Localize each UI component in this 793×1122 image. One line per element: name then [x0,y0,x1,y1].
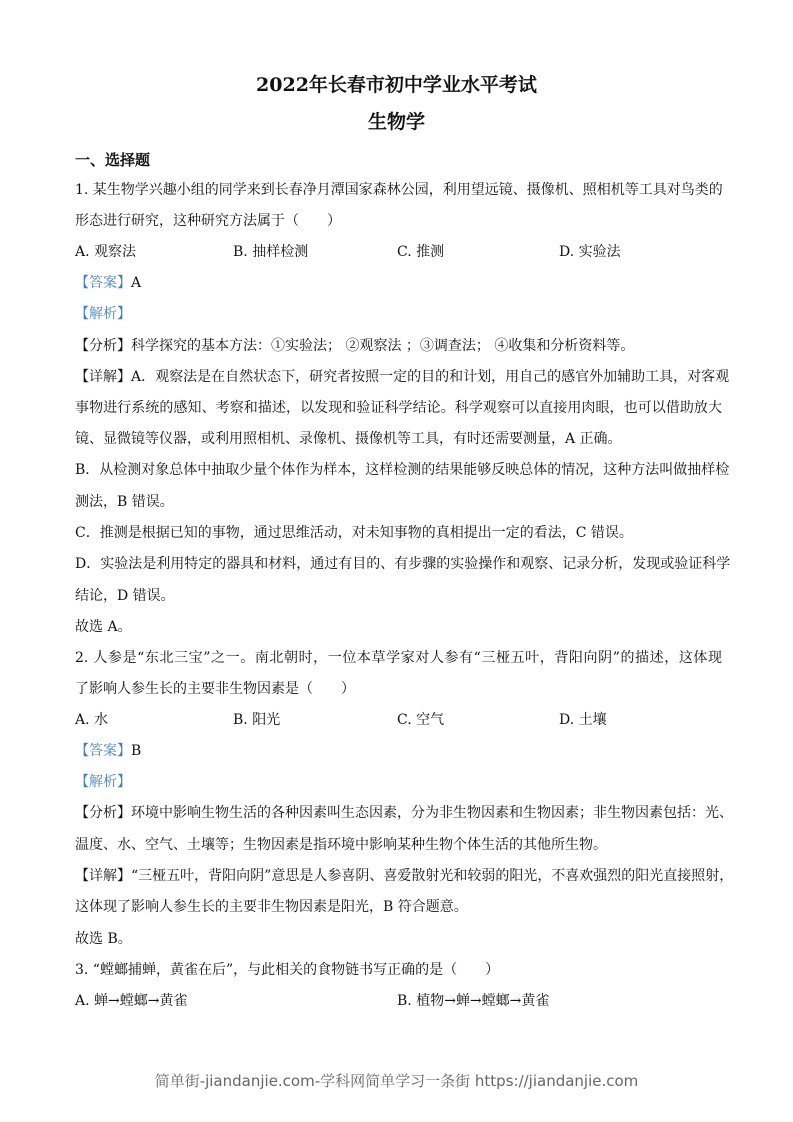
question-3-option-a: A. 蝉→螳螂→黄雀 [75,993,188,1009]
question-1-stem: 1. 某生物学兴趣小组的同学来到长春净月潭国家森林公园，利用望远镜、摄像机、照相机等工具对鸟类的 [75,182,723,198]
explanation-line: 故选 A。 [75,619,132,635]
question-2-option-b: B. 阳光 [233,712,281,728]
question-1-option-c: C. 推测 [397,244,445,260]
question-2-stem: 2. 人参是“东北三宝”之一。南北朝时，一位本草学家对人参有“三桠五叶，背阳向阴”的描述，这体现 [75,650,722,666]
explanation-line: 【分析】环境中影响生物生活的各种因素叫生态因素，分为非生物因素和生物因素；非生物因素包括：光、 [75,805,733,821]
question-2-stem: 了影响人参生长的主要非生物因素是（ ） [75,681,355,697]
explanation-line: 【详解】“三桠五叶，背阳向阴”意思是人参喜阴、喜爱散射光和较弱的阳光，不喜欢强烈的阳光直接照射， [75,868,734,884]
document-title: 2022年长春市初中学业水平考试 [256,74,537,96]
section-heading: 一、选择题 [75,151,151,169]
question-1-option-d: D. 实验法 [559,244,621,260]
question-1-option-b: B. 抽样检测 [233,244,309,260]
document-subtitle: 生物学 [367,111,425,133]
explanation-line: B．从检测对象总体中抽取少量个体作为样本，这样检测的结果能够反映总体的情况，这种方法叫做抽样检 [75,462,730,478]
explanation-line: D．实验法是利用特定的器具和材料，通过有目的、有步骤的实验操作和观察、记录分析，发现或验证科学 [75,556,731,572]
question-2-answer [75,741,141,761]
explanation-line: 故选 B。 [75,931,132,947]
question-3-stem: 3. “螳螂捕蝉，黄雀在后”，与此相关的食物链书写正确的是（ ） [75,962,500,978]
explanation-line: 事物进行系统的感知、考察和描述，以发现和验证科学结论。科学观察可以直接用肉眼，也可以借助放大 [75,400,722,416]
question-2-option-a: A. 水 [75,712,109,728]
analysis-label: 【解析】 [75,774,131,790]
explanation-line: 温度、水、空气、土壤等；生物因素是指环境中影响某种生物个体生活的其他所生物。 [75,837,607,853]
question-1-stem: 形态进行研究，这种研究方法属于（ ） [75,213,341,229]
explanation-line: 这体现了影响人参生长的主要非生物因素是阳光，B 符合题意。 [75,899,468,915]
explanation-line: C．推测是根据已知的事物，通过思维活动，对未知事物的真相提出一定的看法，C 错误。 [75,525,633,541]
explanation-line: 镜、显微镜等仪器，或利用照相机、录像机、摄像机等工具，有时还需要测量，A 正确。 [75,431,622,447]
analysis-label: 【解析】 [75,306,131,322]
answer-value: B [131,743,142,759]
question-3-option-b: B. 植物→蝉→螳螂→黄雀 [397,993,550,1009]
explanation-line: 结论，D 错误。 [75,588,175,604]
question-1-answer [75,273,141,293]
explanation-line: 测法，B 错误。 [75,494,174,510]
question-2-option-d: D. 土壤 [559,712,607,728]
explanation-line: 【详解】A．观察法是在自然状态下，研究者按照一定的目的和计划，用自己的感官外加辅助工具，对客观 [75,369,730,385]
answer-label: 【答案】 [75,275,131,291]
answer-value: A [131,275,142,291]
explanation-line: 【分析】科学探究的基本方法：①实验法； ②观察法 ；③调查法； ④收集和分析资料等。 [75,338,635,354]
question-2-option-c: C. 空气 [397,712,445,728]
footer-watermark: 简单街-jiandanjie.com-学科网简单学习一条街 https://jiandanjie.com [154,1072,639,1090]
question-1-option-a: A. 观察法 [75,244,137,260]
answer-label: 【答案】 [75,743,131,759]
